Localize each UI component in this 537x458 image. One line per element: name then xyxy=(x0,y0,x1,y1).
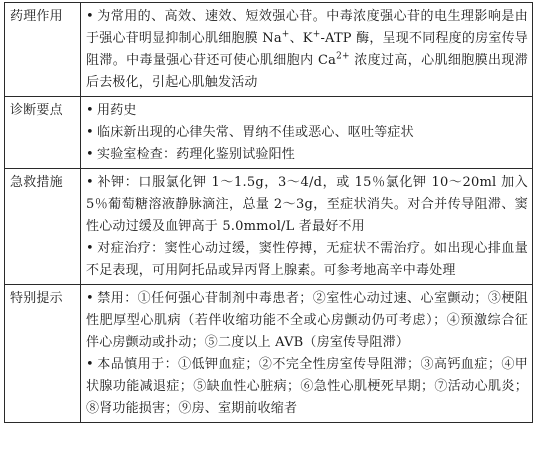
item-text: 补钾：口服氯化钾 1～1.5g，3～4/d，或 15％氯化钾 10～20ml 加入 5％葡萄糖溶液静脉滴注，总量 2～3g，至症状消失。对合并传导阻滞、窦性心动过缓及血钾高于 5.0mmol/L 者最好不用 xyxy=(86,175,528,234)
superscript-charge: + xyxy=(312,29,321,40)
row-content xyxy=(81,97,533,169)
bullet-item xyxy=(86,172,528,238)
item-text: 为常用的、高效、速效、短效强心苷。中毒浓度强心苷的电生理影响是由于强心苷明显抑制心肌细胞膜 Na xyxy=(86,9,528,46)
item-text: 对症治疗：窦性心动过缓，窦性停搏，无症状不需治疗。如出现心排血量不足表现，可用阿托品或异丙肾上腺素。可参考地高辛中毒处理 xyxy=(86,241,528,278)
row-content xyxy=(81,285,533,423)
bullet-item xyxy=(86,122,528,144)
table-row xyxy=(5,3,533,97)
item-text: 本品慎用于：①低钾血症；②不完全性房室传导阻滞；③高钙血症；④甲状腺功能减退症；⑤缺血性心脏病；⑥急性心肌梗死早期；⑦活动心肌炎；⑧肾功能损害；⑨房、室期前收缩者 xyxy=(86,357,528,416)
superscript-charge: + xyxy=(281,29,290,40)
table-body xyxy=(5,3,533,423)
item-text: 禁用：①任何强心苷制剂中毒患者；②室性心动过速、心室颤动；③梗阻性肥厚型心肌病（若伴收缩功能不全或心房颤动仍可考虑）；④预激综合征伴心房颤动或扑动；⑤二度以上 AVB（房室传导阻滞） xyxy=(86,291,528,350)
table-row xyxy=(5,285,533,423)
item-text: -ATP 酶，呈现不同程度的房室传导阻滞。中毒量强心苷还可使心肌细胞内 Ca xyxy=(86,31,528,68)
bullet-dot-icon: • xyxy=(86,291,94,306)
table-row xyxy=(5,97,533,169)
item-text: 、K xyxy=(289,31,313,46)
bullet-dot-icon: • xyxy=(86,357,94,372)
row-content xyxy=(81,169,533,285)
bullet-dot-icon: • xyxy=(86,9,94,24)
bullet-item xyxy=(86,6,528,94)
row-label: 药理作用 xyxy=(5,3,81,97)
item-text: 临床新出现的心律失常、胃纳不佳或恶心、呕吐等症状 xyxy=(97,125,414,140)
row-label: 特别提示 xyxy=(5,285,81,423)
row-content xyxy=(81,3,533,97)
bullet-item xyxy=(86,354,528,420)
bullet-item xyxy=(86,144,528,166)
row-label: 急救措施 xyxy=(5,169,81,285)
item-text: 用药史 xyxy=(97,103,137,118)
bullet-dot-icon: • xyxy=(86,103,94,118)
bullet-dot-icon: • xyxy=(86,147,94,162)
bullet-item xyxy=(86,288,528,354)
bullet-item xyxy=(86,100,528,122)
item-text: 实验室检查：药理化鉴别试验阳性 xyxy=(97,147,296,162)
bullet-item xyxy=(86,238,528,282)
bullet-dot-icon: • xyxy=(86,125,94,140)
item-text: 浓度过高，心肌细胞膜出现滞后去极化，引起心肌触发活动 xyxy=(86,53,528,90)
row-label: 诊断要点 xyxy=(5,97,81,169)
bullet-dot-icon: • xyxy=(86,241,94,256)
superscript-charge: 2+ xyxy=(336,51,350,62)
table-row xyxy=(5,169,533,285)
bullet-dot-icon: • xyxy=(86,175,94,190)
drug-info-table xyxy=(4,2,533,423)
